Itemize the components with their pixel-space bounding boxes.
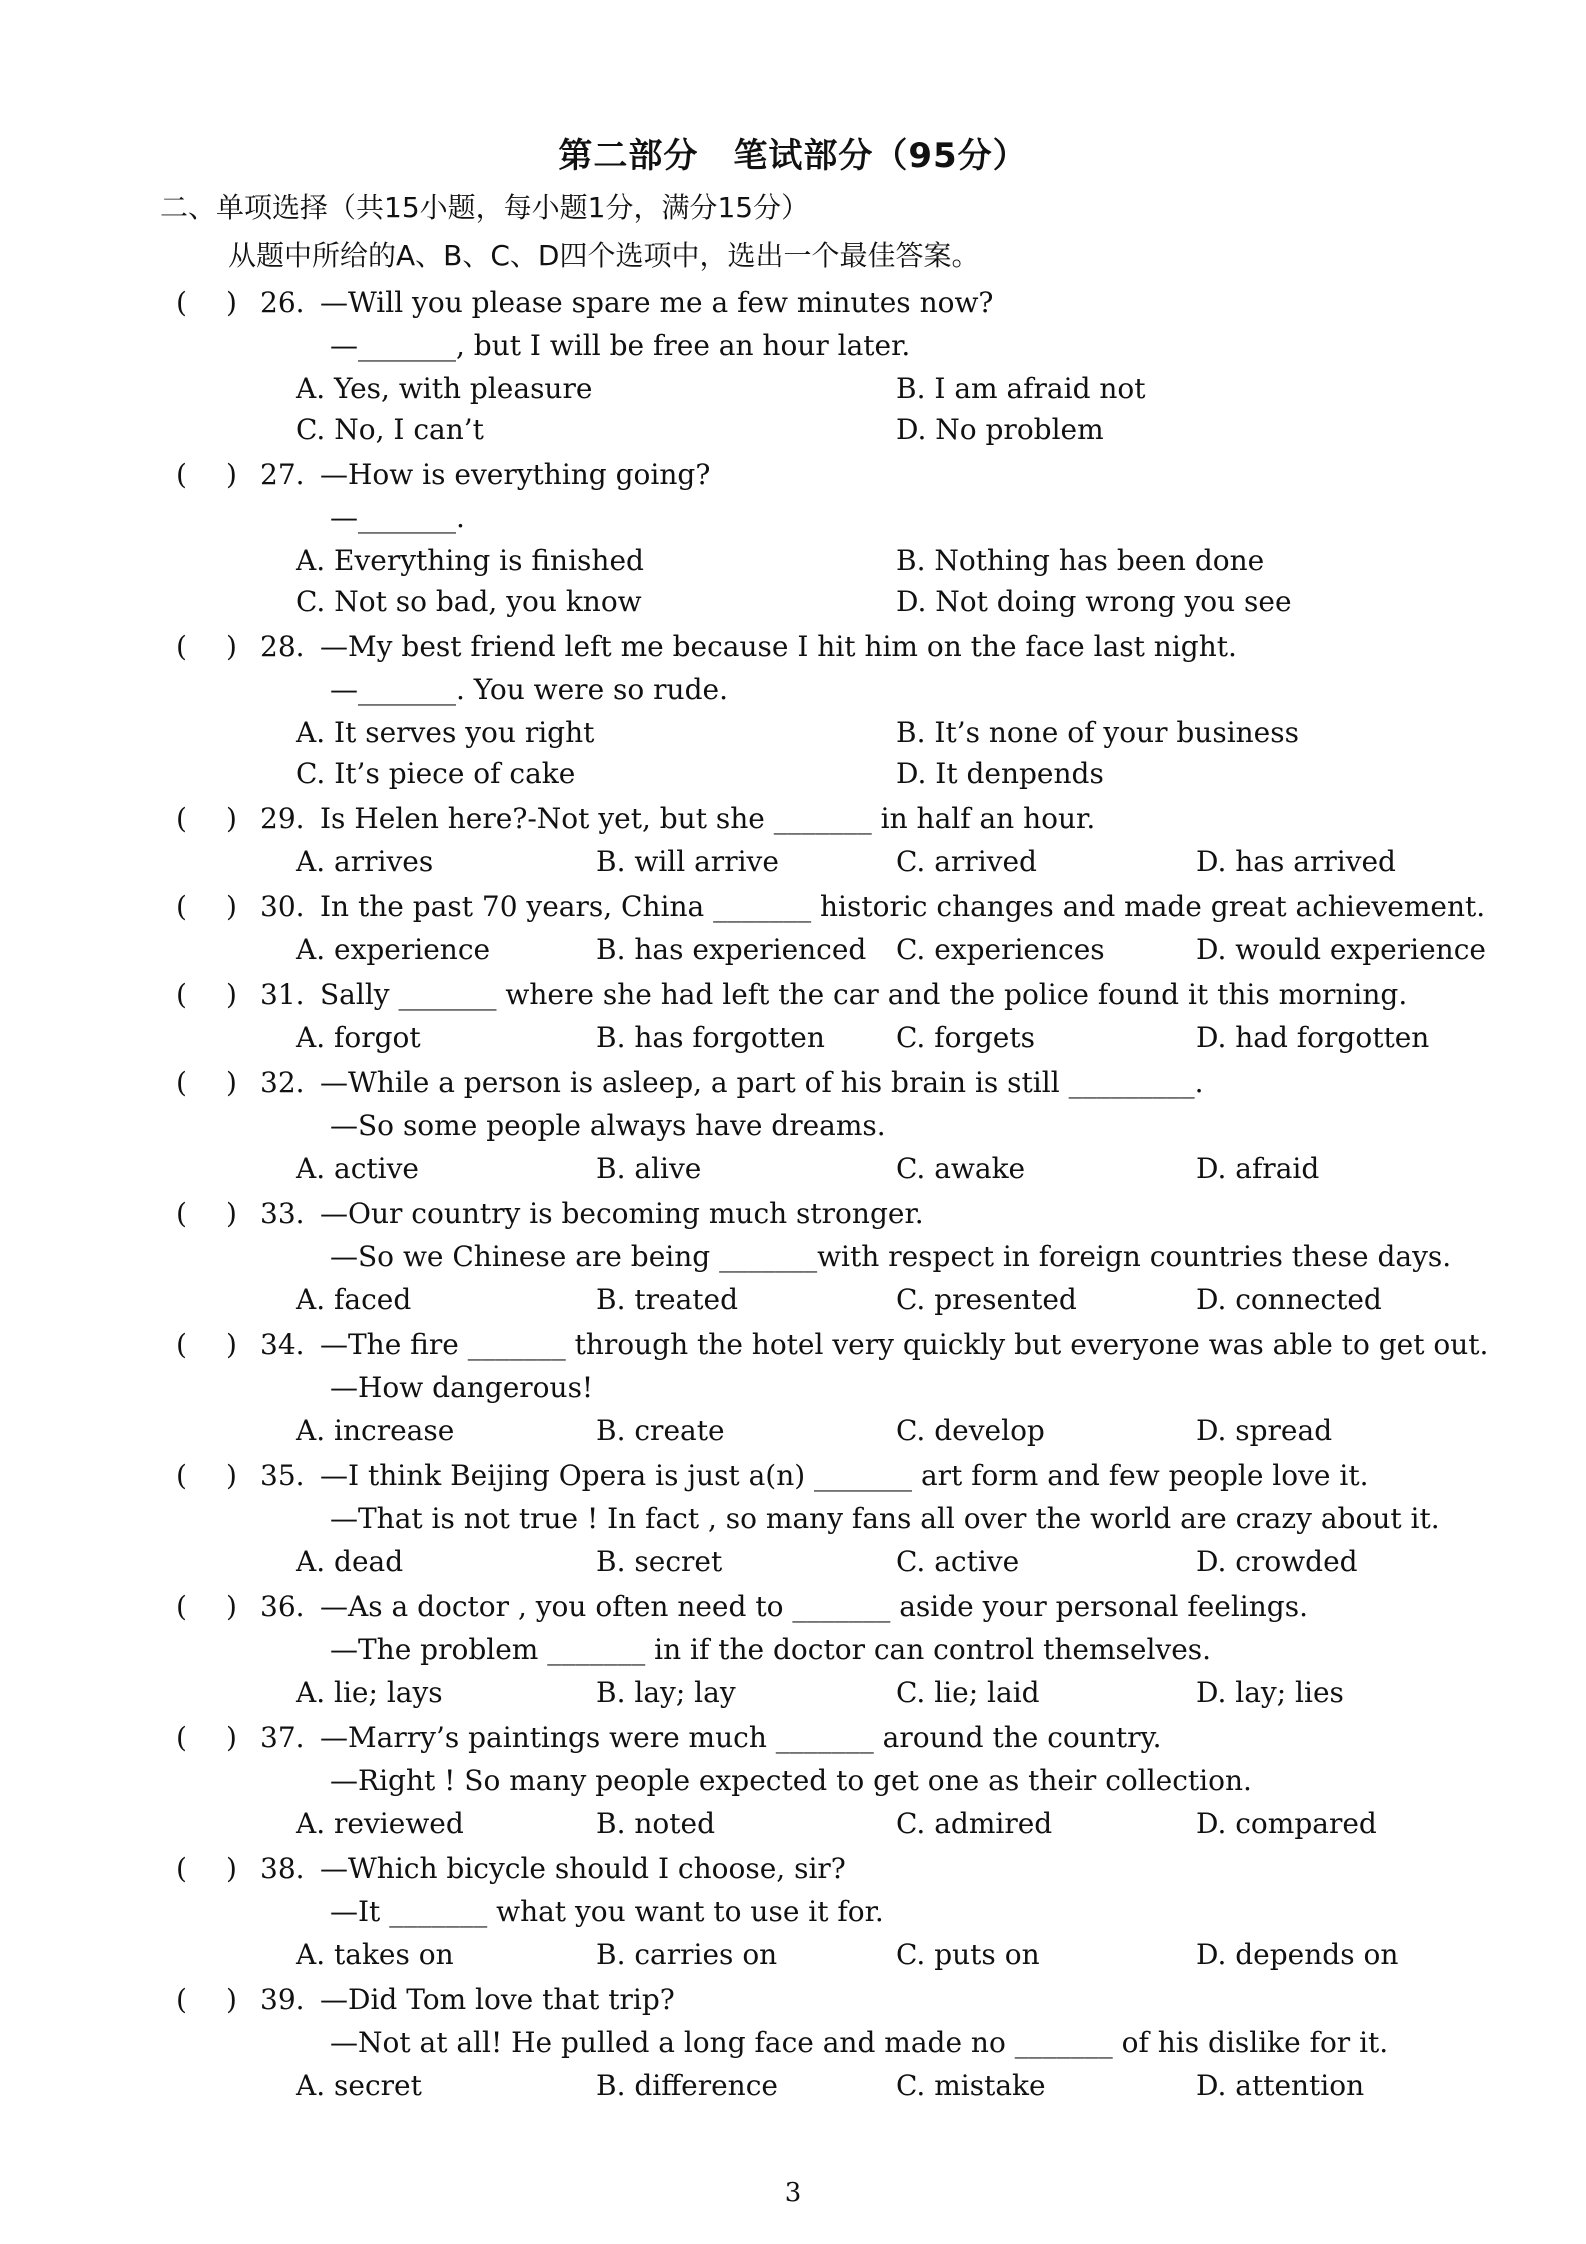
- question-response-line: [0, 326, 1586, 366]
- option-a[interactable]: A. Yes, with pleasure: [296, 372, 593, 405]
- answer-paren-right: ): [226, 802, 237, 835]
- response-text: —Right ! So many people expected to get one as their collection.: [330, 1764, 1252, 1797]
- option-b[interactable]: B. noted: [596, 1807, 716, 1840]
- options-row: [0, 1018, 1586, 1058]
- option-b[interactable]: B. Nothing has been done: [896, 544, 1265, 577]
- option-a[interactable]: A. reviewed: [296, 1807, 464, 1840]
- section-heading: 二、单项选择（共15小题，每小题1分，满分15分）: [160, 191, 810, 224]
- options-row: [0, 541, 1586, 581]
- option-c[interactable]: C. lie; laid: [896, 1676, 1040, 1709]
- option-d[interactable]: D. No problem: [896, 413, 1104, 446]
- option-c[interactable]: C. mistake: [896, 2069, 1046, 2102]
- option-c[interactable]: C. develop: [896, 1414, 1045, 1447]
- answer-paren-left: (: [176, 1459, 187, 1492]
- answer-paren-left: (: [176, 1590, 187, 1623]
- question-stem: Is Helen here?-Not yet, but she _______ in half an hour.: [320, 802, 1096, 835]
- answer-paren-left: (: [176, 1197, 187, 1230]
- option-b[interactable]: B. alive: [596, 1152, 702, 1185]
- options-row: [0, 1935, 1586, 1975]
- options-row: [0, 1149, 1586, 1189]
- option-a[interactable]: A. secret: [296, 2069, 422, 2102]
- question-number: 26.: [260, 286, 305, 319]
- question-35: [0, 1456, 1586, 1496]
- question-stem: —As a doctor , you often need to _______ aside your personal feelings.: [320, 1590, 1308, 1623]
- question-response-line: [0, 1892, 1586, 1932]
- question-stem: —The fire _______ through the hotel very quickly but everyone was able to get out.: [320, 1328, 1489, 1361]
- question-number: 30.: [260, 890, 305, 923]
- answer-paren-right: ): [226, 1721, 237, 1754]
- question-stem: In the past 70 years, China _______ historic changes and made great achievement.: [320, 890, 1486, 923]
- option-c[interactable]: C. No, I can’t: [296, 413, 484, 446]
- option-d[interactable]: D. connected: [1196, 1283, 1382, 1316]
- question-number: 28.: [260, 630, 305, 663]
- response-text: —So some people always have dreams.: [330, 1109, 886, 1142]
- question-response-line: [0, 1761, 1586, 1801]
- question-number: 27.: [260, 458, 305, 491]
- answer-paren-right: ): [226, 1328, 237, 1361]
- option-c[interactable]: C. presented: [896, 1283, 1077, 1316]
- page-number: 3: [784, 2178, 802, 2208]
- question-stem: —Which bicycle should I choose, sir?: [320, 1852, 846, 1885]
- question-stem: —How is everything going?: [320, 458, 711, 491]
- answer-paren-right: ): [226, 286, 237, 319]
- question-number: 29.: [260, 802, 305, 835]
- option-b[interactable]: B. treated: [596, 1283, 739, 1316]
- question-response-line: [0, 1237, 1586, 1277]
- option-b[interactable]: B. I am afraid not: [896, 372, 1146, 405]
- option-c[interactable]: C. experiences: [896, 933, 1105, 966]
- option-a[interactable]: A. takes on: [296, 1938, 454, 1971]
- response-text: —That is not true ! In fact , so many fans all over the world are crazy about it.: [330, 1502, 1440, 1535]
- option-d[interactable]: D. attention: [1196, 2069, 1365, 2102]
- option-c[interactable]: C. arrived: [896, 845, 1037, 878]
- option-d[interactable]: D. has arrived: [1196, 845, 1396, 878]
- option-c[interactable]: C. Not so bad, you know: [296, 585, 642, 618]
- option-c[interactable]: C. active: [896, 1545, 1020, 1578]
- answer-paren-left: (: [176, 458, 187, 491]
- question-number: 39.: [260, 1983, 305, 2016]
- response-text: —Not at all! He pulled a long face and made no _______ of his dislike for it.: [330, 2026, 1389, 2059]
- option-d[interactable]: D. crowded: [1196, 1545, 1358, 1578]
- option-c[interactable]: C. puts on: [896, 1938, 1040, 1971]
- answer-paren-right: ): [226, 978, 237, 1011]
- question-stem: —Will you please spare me a few minutes now?: [320, 286, 994, 319]
- question-number: 38.: [260, 1852, 305, 1885]
- option-a[interactable]: A. lie; lays: [296, 1676, 443, 1709]
- question-26: [0, 283, 1586, 323]
- answer-paren-right: ): [226, 458, 237, 491]
- question-29: [0, 799, 1586, 839]
- option-a[interactable]: A. forgot: [296, 1021, 421, 1054]
- question-stem: Sally _______ where she had left the car and the police found it this morning.: [320, 978, 1408, 1011]
- question-38: [0, 1849, 1586, 1889]
- options-row: [0, 930, 1586, 970]
- option-b[interactable]: B. create: [596, 1414, 725, 1447]
- part-title: 第二部分 笔试部分（95分）: [558, 136, 1028, 176]
- option-c[interactable]: C. It’s piece of cake: [296, 757, 576, 790]
- answer-paren-left: (: [176, 978, 187, 1011]
- answer-paren-left: (: [176, 1721, 187, 1754]
- options-row: [0, 1542, 1586, 1582]
- option-b[interactable]: B. secret: [596, 1545, 723, 1578]
- option-a[interactable]: A. dead: [296, 1545, 404, 1578]
- question-34: [0, 1325, 1586, 1365]
- response-text: —_______.: [330, 501, 465, 534]
- option-a[interactable]: A. faced: [296, 1283, 412, 1316]
- response-text: —_______, but I will be free an hour later.: [330, 329, 911, 362]
- option-d[interactable]: D. lay; lies: [1196, 1676, 1344, 1709]
- option-a[interactable]: A. arrives: [296, 845, 434, 878]
- option-d[interactable]: D. had forgotten: [1196, 1021, 1430, 1054]
- question-number: 33.: [260, 1197, 305, 1230]
- question-response-line: [0, 670, 1586, 710]
- options-row: [0, 842, 1586, 882]
- option-a[interactable]: A. It serves you right: [296, 716, 595, 749]
- option-b[interactable]: B. will arrive: [596, 845, 779, 878]
- question-stem: —I think Beijing Opera is just a(n) _______ art form and few people love it.: [320, 1459, 1369, 1492]
- option-b[interactable]: B. lay; lay: [596, 1676, 736, 1709]
- question-32: [0, 1063, 1586, 1103]
- option-d[interactable]: D. Not doing wrong you see: [896, 585, 1292, 618]
- question-stem: —My best friend left me because I hit him on the face last night.: [320, 630, 1237, 663]
- options-row: [0, 713, 1586, 753]
- answer-paren-right: ): [226, 1852, 237, 1885]
- option-d[interactable]: D. It denpends: [896, 757, 1104, 790]
- question-39: [0, 1980, 1586, 2020]
- question-response-line: [0, 1368, 1586, 1408]
- answer-paren-right: ): [226, 1983, 237, 2016]
- question-33: [0, 1194, 1586, 1234]
- question-stem: —While a person is asleep, a part of his brain is still _________.: [320, 1066, 1204, 1099]
- question-response-line: [0, 1106, 1586, 1146]
- question-number: 34.: [260, 1328, 305, 1361]
- option-d[interactable]: D. spread: [1196, 1414, 1333, 1447]
- question-response-line: [0, 498, 1586, 538]
- answer-paren-right: ): [226, 1197, 237, 1230]
- option-d[interactable]: D. afraid: [1196, 1152, 1320, 1185]
- options-row: [0, 582, 1586, 622]
- options-row: [0, 1280, 1586, 1320]
- answer-paren-left: (: [176, 1066, 187, 1099]
- answer-paren-right: ): [226, 1590, 237, 1623]
- options-row: [0, 410, 1586, 450]
- answer-paren-right: ): [226, 890, 237, 923]
- answer-paren-left: (: [176, 890, 187, 923]
- option-b[interactable]: B. has experienced: [596, 933, 867, 966]
- section-instruction: 从题中所给的A、B、C、D四个选项中，选出一个最佳答案。: [228, 239, 980, 272]
- option-a[interactable]: A. Everything is finished: [296, 544, 644, 577]
- option-d[interactable]: D. compared: [1196, 1807, 1377, 1840]
- options-row: [0, 2066, 1586, 2106]
- question-stem: —Marry’s paintings were much _______ around the country.: [320, 1721, 1162, 1754]
- option-a[interactable]: A. experience: [296, 933, 491, 966]
- question-number: 31.: [260, 978, 305, 1011]
- answer-paren-left: (: [176, 1983, 187, 2016]
- answer-paren-left: (: [176, 1852, 187, 1885]
- question-number: 32.: [260, 1066, 305, 1099]
- question-response-line: [0, 1630, 1586, 1670]
- option-b[interactable]: B. difference: [596, 2069, 778, 2102]
- question-number: 37.: [260, 1721, 305, 1754]
- response-text: —_______. You were so rude.: [330, 673, 728, 706]
- question-stem: —Did Tom love that trip?: [320, 1983, 675, 2016]
- question-37: [0, 1718, 1586, 1758]
- response-text: —The problem _______ in if the doctor can control themselves.: [330, 1633, 1212, 1666]
- question-stem: —Our country is becoming much stronger.: [320, 1197, 924, 1230]
- question-36: [0, 1587, 1586, 1627]
- options-row: [0, 754, 1586, 794]
- question-27: [0, 455, 1586, 495]
- option-c[interactable]: C. admired: [896, 1807, 1053, 1840]
- response-text: —So we Chinese are being _______with respect in foreign countries these days.: [330, 1240, 1452, 1273]
- option-d[interactable]: D. depends on: [1196, 1938, 1399, 1971]
- answer-paren-left: (: [176, 1328, 187, 1361]
- options-row: [0, 1804, 1586, 1844]
- question-response-line: [0, 2023, 1586, 2063]
- answer-paren-right: ): [226, 1066, 237, 1099]
- answer-paren-left: (: [176, 286, 187, 319]
- question-number: 35.: [260, 1459, 305, 1492]
- answer-paren-left: (: [176, 630, 187, 663]
- response-text: —It _______ what you want to use it for.: [330, 1895, 884, 1928]
- answer-paren-right: ): [226, 1459, 237, 1492]
- question-31: [0, 975, 1586, 1015]
- option-a[interactable]: A. increase: [296, 1414, 455, 1447]
- question-30: [0, 887, 1586, 927]
- option-b[interactable]: B. has forgotten: [596, 1021, 825, 1054]
- answer-paren-left: (: [176, 802, 187, 835]
- question-number: 36.: [260, 1590, 305, 1623]
- option-d[interactable]: D. would experience: [1196, 933, 1486, 966]
- options-row: [0, 1411, 1586, 1451]
- option-b[interactable]: B. carries on: [596, 1938, 778, 1971]
- option-c[interactable]: C. awake: [896, 1152, 1026, 1185]
- question-response-line: [0, 1499, 1586, 1539]
- answer-paren-right: ): [226, 630, 237, 663]
- response-text: —How dangerous!: [330, 1371, 594, 1404]
- option-b[interactable]: B. It’s none of your business: [896, 716, 1299, 749]
- options-row: [0, 369, 1586, 409]
- question-28: [0, 627, 1586, 667]
- option-a[interactable]: A. active: [296, 1152, 419, 1185]
- option-c[interactable]: C. forgets: [896, 1021, 1035, 1054]
- options-row: [0, 1673, 1586, 1713]
